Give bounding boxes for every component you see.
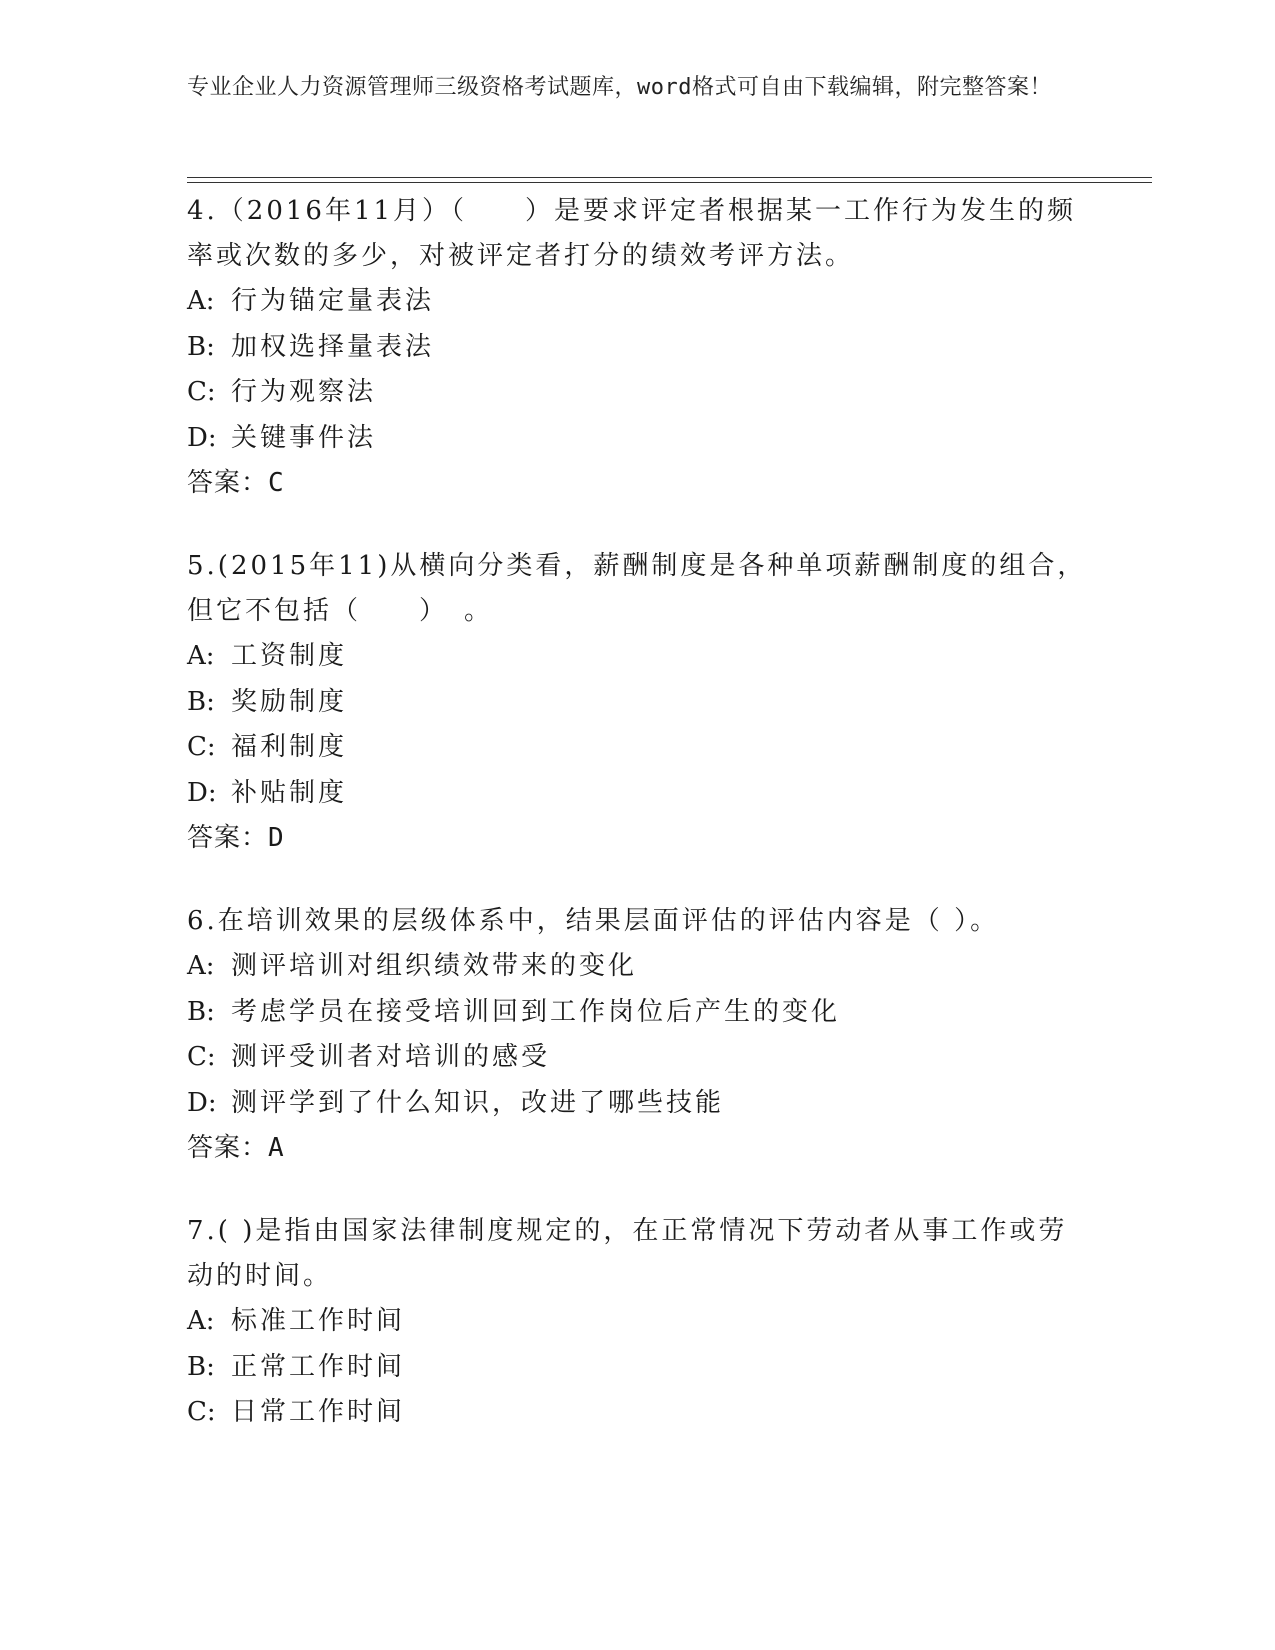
answer-line: 答案：D	[187, 823, 285, 853]
header-divider-bottom	[187, 182, 1152, 183]
option-key: A:	[187, 286, 215, 316]
option-key: C:	[187, 1397, 216, 1427]
option-text: 测评受训者对培训的感受	[231, 1042, 551, 1072]
option-text: 关键事件法	[231, 422, 377, 453]
option-a	[187, 944, 1087, 990]
option-b	[187, 990, 1087, 1036]
question-list	[187, 189, 1087, 1474]
option-a	[187, 634, 1087, 680]
answer-line: 答案：A	[187, 1133, 285, 1163]
option-text: 加权选择量表法	[231, 331, 435, 362]
option-key: B:	[187, 686, 215, 717]
option-text: 测评学到了什么知识，改进了哪些技能	[231, 1087, 725, 1118]
option-key: A:	[187, 951, 215, 981]
option-b	[187, 325, 1087, 371]
option-d	[187, 1081, 1087, 1127]
option-d	[187, 771, 1087, 817]
option-text: 日常工作时间	[231, 1397, 406, 1427]
answer-line: 答案：C	[187, 468, 285, 498]
option-text: 福利制度	[231, 732, 348, 762]
question-block	[187, 189, 1087, 506]
option-text: 工资制度	[231, 641, 348, 671]
option-c	[187, 725, 1087, 771]
option-key: D:	[187, 777, 217, 808]
option-key: B:	[187, 1351, 215, 1382]
question-block	[187, 899, 1087, 1171]
option-text: 奖励制度	[231, 686, 348, 717]
option-text: 正常工作时间	[231, 1351, 406, 1382]
option-key: A:	[187, 641, 215, 671]
question-stem: 7.( )是指由国家法律制度规定的，在正常情况下劳动者从事工作或劳动的时间。	[187, 1216, 1068, 1291]
option-key: D:	[187, 1087, 217, 1118]
option-a	[187, 279, 1087, 325]
option-key: B:	[187, 996, 215, 1027]
option-key: C:	[187, 732, 216, 762]
option-c	[187, 1035, 1087, 1081]
option-text: 补贴制度	[231, 777, 348, 808]
option-key: D:	[187, 422, 217, 453]
option-key: B:	[187, 331, 215, 362]
option-c	[187, 370, 1087, 416]
option-d	[187, 416, 1087, 462]
question-stem: 4.（2016年11月）（ ）是要求评定者根据某一工作行为发生的频率或次数的多少，对被评定者打分的绩效考评方法。	[187, 196, 1077, 271]
option-text: 行为锚定量表法	[231, 286, 435, 316]
option-key: C:	[187, 377, 216, 407]
option-text: 行为观察法	[231, 377, 377, 407]
option-key: A:	[187, 1306, 215, 1336]
option-text: 测评培训对组织绩效带来的变化	[231, 951, 638, 981]
question-stem: 6.在培训效果的层级体系中，结果层面评估的评估内容是（ ）。	[187, 906, 1000, 936]
option-text: 标准工作时间	[231, 1306, 406, 1336]
option-key: C:	[187, 1042, 216, 1072]
option-text: 考虑学员在接受培训回到工作岗位后产生的变化	[231, 996, 841, 1027]
question-block	[187, 1209, 1087, 1436]
option-c	[187, 1390, 1087, 1436]
question-stem: 5.(2015年11)从横向分类看，薪酬制度是各种单项薪酬制度的组合，但它不包括（ ） 。	[187, 551, 1087, 626]
question-block	[187, 544, 1087, 861]
header-divider-top	[187, 177, 1152, 178]
document-header: 专业企业人力资源管理师三级资格考试题库，word格式可自由下载编辑，附完整答案！	[187, 75, 1052, 100]
option-a	[187, 1299, 1087, 1345]
option-b	[187, 1345, 1087, 1391]
option-b	[187, 680, 1087, 726]
